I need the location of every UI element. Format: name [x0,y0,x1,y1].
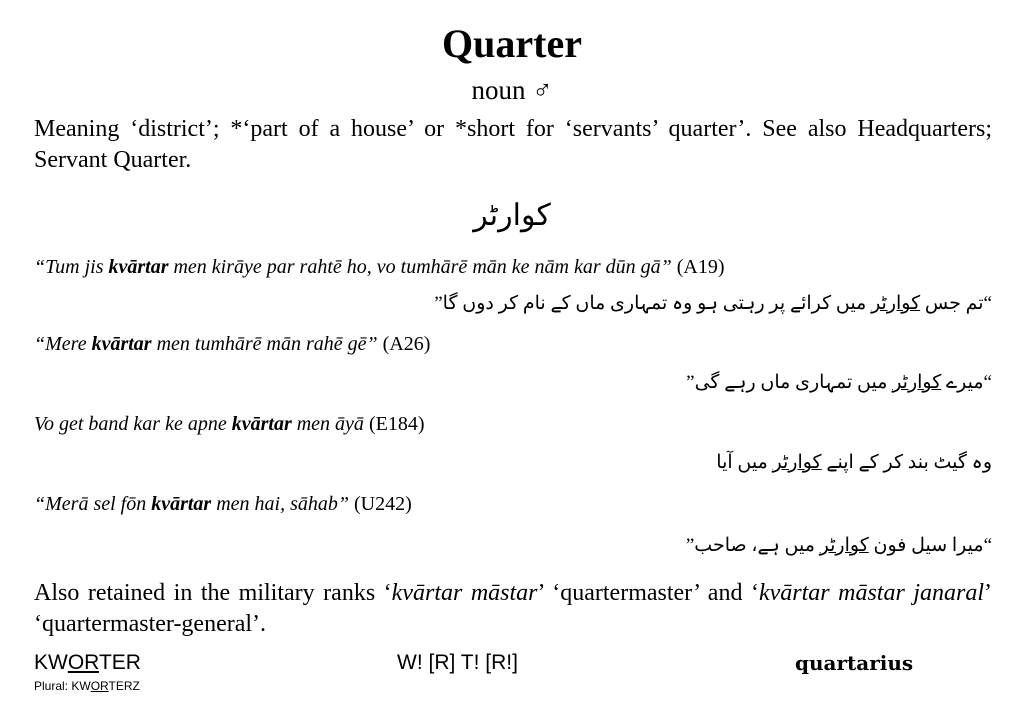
urdu-keyword: کوارٹر [871,293,921,314]
example-roman-4 [34,491,992,517]
respelling-part: KW [34,651,68,674]
example-keyword: kvārtar [108,256,169,278]
note-text: Also retained in the military ranks ‘ [34,580,392,606]
plural-stressed: OR [90,679,109,693]
respelling-stressed: OR [67,651,99,674]
example-keyword: kvārtar [151,493,212,515]
example-roman-3 [34,411,992,437]
definition-text: Meaning ‘district’; *‘part of a house’ or *short for ‘servants’ quarter’. See also Headquarters; Servant Quarter. [34,116,992,173]
example-text: “Merā sel fōn [34,493,152,515]
urdu-text: “میرے [941,372,992,393]
urdu-headword: کوارٹر [473,199,551,232]
urdu-text: میں کرائے پر رہتی ہو وہ تمہاری ماں کے نام کر دوں گا” [434,293,872,314]
example-text: men tumhārē mān rahē gē” [151,333,378,355]
example-keyword: kvārtar [91,333,152,355]
respelling [34,650,141,676]
example-reference: (E184) [363,413,425,435]
example-reference: (U242) [349,493,412,515]
example-text: men āyā [291,413,364,435]
urdu-text: میں ہے، صاحب” [685,535,820,556]
example-text: “Tum jis [34,256,109,278]
example-text: Vo get band kar ke apne [34,413,232,435]
note-term: kvārtar māstar janaral [758,580,984,606]
note-term: kvārtar māstar [391,580,538,606]
example-roman-2 [34,331,992,357]
urdu-keyword: کوارٹر [772,452,822,473]
plural-label: Plural: [34,679,72,693]
also-retained-note [34,578,992,640]
note-text: ’ ‘quartermaster-general’. [34,580,992,637]
urdu-text: میں آیا [716,452,773,473]
example-text: “Mere [34,333,92,355]
example-text: men kirāye par rahtē ho, vo tumhārē mān ke nām kar dūn gā” [168,256,672,278]
urdu-text: “میرا سیل فون [868,535,992,556]
urdu-text: وہ گیٹ بند کر کے اپنے [821,452,992,473]
example-reference: (A26) [377,333,431,355]
urdu-keyword: کوارٹر [892,372,942,393]
example-urdu-3 [34,450,992,476]
example-urdu-1 [34,291,992,317]
urdu-text: میں تمہاری ماں رہے گی” [686,372,893,393]
example-urdu-2 [34,370,992,396]
example-roman-1 [34,254,992,280]
plural-part: KW [71,679,91,693]
example-text: men hai, sāhab” [211,493,350,515]
plural-form [34,678,140,694]
urdu-keyword: کوارٹر [819,535,869,556]
headword-title: Quarter [442,21,582,66]
example-urdu-4 [34,533,992,559]
urdu-text: “تم جس [920,293,992,314]
etymon: quartarius [795,651,914,675]
plural-part: TERZ [108,679,140,693]
example-keyword: kvārtar [231,413,292,435]
example-reference: (A19) [671,256,725,278]
part-of-speech: noun ♂ [471,75,553,105]
respelling-part: TER [98,651,141,674]
pronunciation-code: W! [R] T! [R!] [397,651,518,674]
note-text: ’ ‘quartermaster’ and ‘ [537,580,759,606]
